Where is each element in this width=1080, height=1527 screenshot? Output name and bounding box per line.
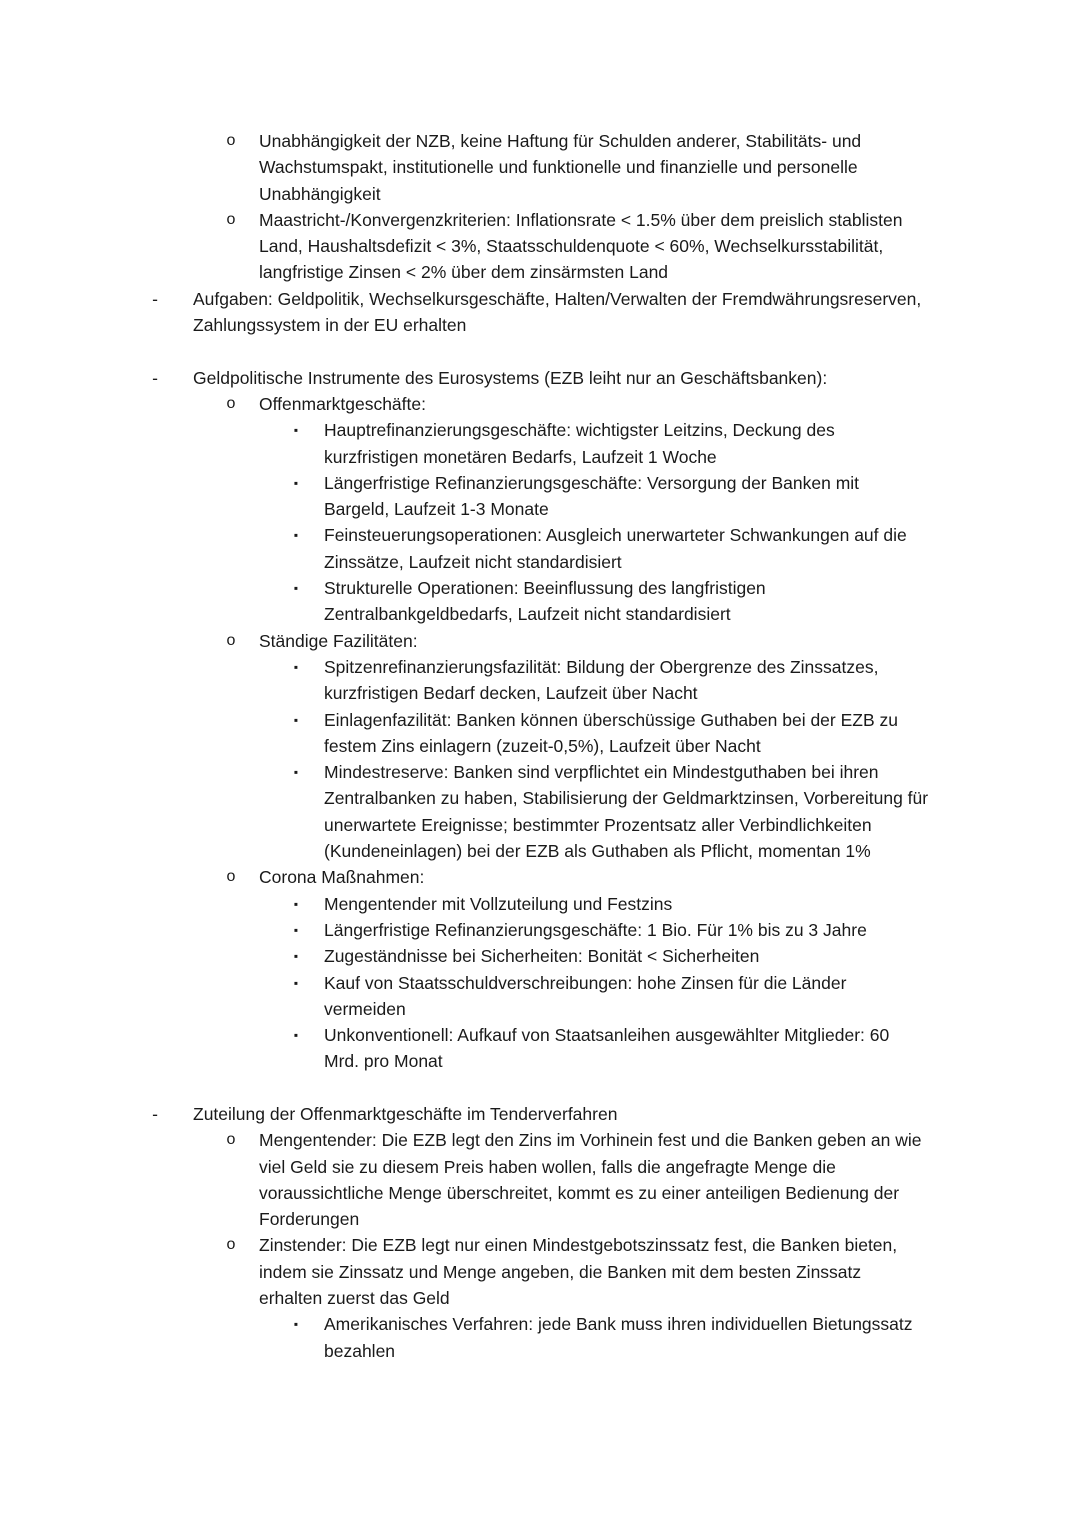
square-bullet-icon: ▪ <box>293 922 299 937</box>
dash-bullet: - <box>152 1103 158 1124</box>
circle-bullet-icon: o <box>226 868 236 886</box>
list-item-level-2 <box>0 417 929 470</box>
list-item-text: Amerikanisches Verfahren: jede Bank muss ihren individuellen Bietungssatz bezahlen <box>324 1314 913 1361</box>
paragraph-gap <box>0 1075 1080 1101</box>
list-item-level-1 <box>0 864 929 890</box>
list-item-text: Maastricht-/Konvergenzkriterien: Inflationsrate < 1.5% über dem preislich stablisten Land, Haushaltsdefizit < 3%, Staatsschuldenquote < 60%, Wechselkursstabilität, langfristige Zinsen < 2% über dem zinsärmsten Land <box>259 209 903 283</box>
list-item-text: Unkonventionell: Aufkauf von Staatsanleihen ausgewählter Mitglieder: 60 Mrd. pro Monat <box>324 1025 890 1072</box>
list-item-text: Mengentender: Die EZB legt den Zins im Vorhinein fest und die Banken geben an wie viel Geld sie zu diesem Preis haben wollen, falls die angefragte Menge die voraussichtliche Menge überschreitet, kommt es zu einer anteiligen Bedienung der Forderungen <box>259 1130 922 1230</box>
list-item-text: Längerfristige Refinanzierungsgeschäfte: Versorgung der Banken mit Bargeld, Laufzeit 1-3 Monate <box>324 472 860 520</box>
list-item-text: Kauf von Staatsschuldverschreibungen: hohe Zinsen für die Länder vermeiden <box>324 972 847 1019</box>
circle-bullet-icon: o <box>226 210 236 228</box>
circle-bullet-icon: o <box>226 132 236 149</box>
list-item-level-2 <box>0 891 929 917</box>
list-item-level-1 <box>0 128 929 207</box>
list-item-level-2 <box>0 759 929 864</box>
list-item-text: Zinstender: Die EZB legt nur einen Mindestgebotszinssatz fest, die Banken bieten, indem sie Zinssatz und Menge angeben, die Banken mit dem besten Zinssatz erhalten zuerst das Geld <box>259 1235 898 1309</box>
dash-bullet: - <box>152 288 158 309</box>
circle-bullet-icon: o <box>226 394 236 412</box>
list-item-level-1 <box>0 628 929 654</box>
list-item-text: Geldpolitische Instrumente des Eurosystems (EZB leiht nur an Geschäftsbanken): <box>193 367 828 388</box>
list-item-level-2 <box>0 654 929 707</box>
list-item-level-2 <box>0 1311 929 1364</box>
list-item-level-1 <box>0 391 929 417</box>
list-item-level-2 <box>0 522 929 575</box>
list-item-text: Mindestreserve: Banken sind verpflichtet ein Mindestguthaben bei ihren Zentralbanken zu haben, Stabilisierung der Geldmarktzinsen, Vorbereitung für unerwartete Ereignisse; bestimmter Prozentsatz aller Verbindlichkeiten (Kundeneinlagen) bei der EZB als Guthaben als Pflicht, momentan 1% <box>324 762 929 862</box>
list-item-text: Strukturelle Operationen: Beeinflussung des langfristigen Zentralbankgeldbedarfs, Laufzeit nicht standardisiert <box>324 578 766 625</box>
list-item-level-2 <box>0 917 929 943</box>
list-item-text: Feinsteuerungsoperationen: Ausgleich unerwarteter Schwankungen auf die Zinssätze, Laufzeit nicht standardisiert <box>324 525 907 572</box>
list-item-level-0 <box>0 1101 933 1127</box>
list-item-level-2 <box>0 575 929 628</box>
paragraph-gap <box>0 338 1080 364</box>
list-item-level-2 <box>0 1022 929 1075</box>
list-item-text: Hauptrefinanzierungsgeschäfte: wichtigster Leitzins, Deckung des kurzfristigen monetären Bedarfs, Laufzeit 1 Woche <box>324 420 835 467</box>
list-item-level-1 <box>0 1232 929 1311</box>
square-bullet-icon: ▪ <box>293 659 299 674</box>
list-item-text: Längerfristige Refinanzierungsgeschäfte: 1 Bio. Für 1% bis zu 3 Jahre <box>324 919 867 940</box>
list-item-text: Einlagenfazilität: Banken können überschüssige Guthaben bei der EZB zu festem Zins einlagern (zuzeit-0,5%), Laufzeit über Nacht <box>324 709 898 756</box>
list-item-level-0 <box>0 286 933 339</box>
list-item-level-2 <box>0 470 929 523</box>
list-item-text: Mengentender mit Vollzuteilung und Festzins <box>324 893 673 914</box>
list-item-text: Unabhängigkeit der NZB, keine Haftung für Schulden anderer, Stabilitäts- und Wachstumspakt, institutionelle und funktionelle und finanzielle und personelle Unabhängigkeit <box>259 131 862 204</box>
square-bullet-icon: ▪ <box>293 765 299 780</box>
list-item-text: Offenmarktgeschäfte: <box>259 393 426 414</box>
list-item-text: Zuteilung der Offenmarktgeschäfte im Tenderverfahren <box>193 1103 618 1124</box>
list-item-text: Corona Maßnahmen: <box>259 867 425 888</box>
square-bullet-icon: ▪ <box>293 896 299 911</box>
square-bullet-icon: ▪ <box>293 475 299 490</box>
list-item-text: Ständige Fazilitäten: <box>259 630 418 651</box>
circle-bullet-icon: o <box>226 1236 236 1254</box>
square-bullet-icon: ▪ <box>293 423 299 438</box>
list-item-level-1 <box>0 207 929 286</box>
square-bullet-icon: ▪ <box>293 949 299 964</box>
list-item-level-0 <box>0 365 933 391</box>
dash-bullet: - <box>152 367 158 388</box>
list-item-level-2 <box>0 970 929 1023</box>
list-item-level-2 <box>0 707 929 760</box>
document-page <box>0 128 1080 1364</box>
square-bullet-icon: ▪ <box>293 1317 299 1332</box>
square-bullet-icon: ▪ <box>293 712 299 727</box>
list-item-text: Spitzenrefinanzierungsfazilität: Bildung der Obergrenze des Zinssatzes, kurzfristigen Bedarf decken, Laufzeit über Nacht <box>324 656 879 704</box>
list-item-level-1 <box>0 1127 929 1232</box>
list-item-text: Zugeständnisse bei Sicherheiten: Bonität < Sicherheiten <box>324 946 760 967</box>
list-item-text: Aufgaben: Geldpolitik, Wechselkursgeschäfte, Halten/Verwalten der Fremdwährungsreserven, Zahlungssystem in der EU erhalten <box>193 288 922 336</box>
list-item-level-2 <box>0 943 929 969</box>
square-bullet-icon: ▪ <box>293 1028 299 1043</box>
square-bullet-icon: ▪ <box>293 581 299 596</box>
square-bullet-icon: ▪ <box>293 975 299 990</box>
square-bullet-icon: ▪ <box>293 528 299 543</box>
circle-bullet-icon: o <box>226 1131 236 1149</box>
circle-bullet-icon: o <box>226 631 236 649</box>
